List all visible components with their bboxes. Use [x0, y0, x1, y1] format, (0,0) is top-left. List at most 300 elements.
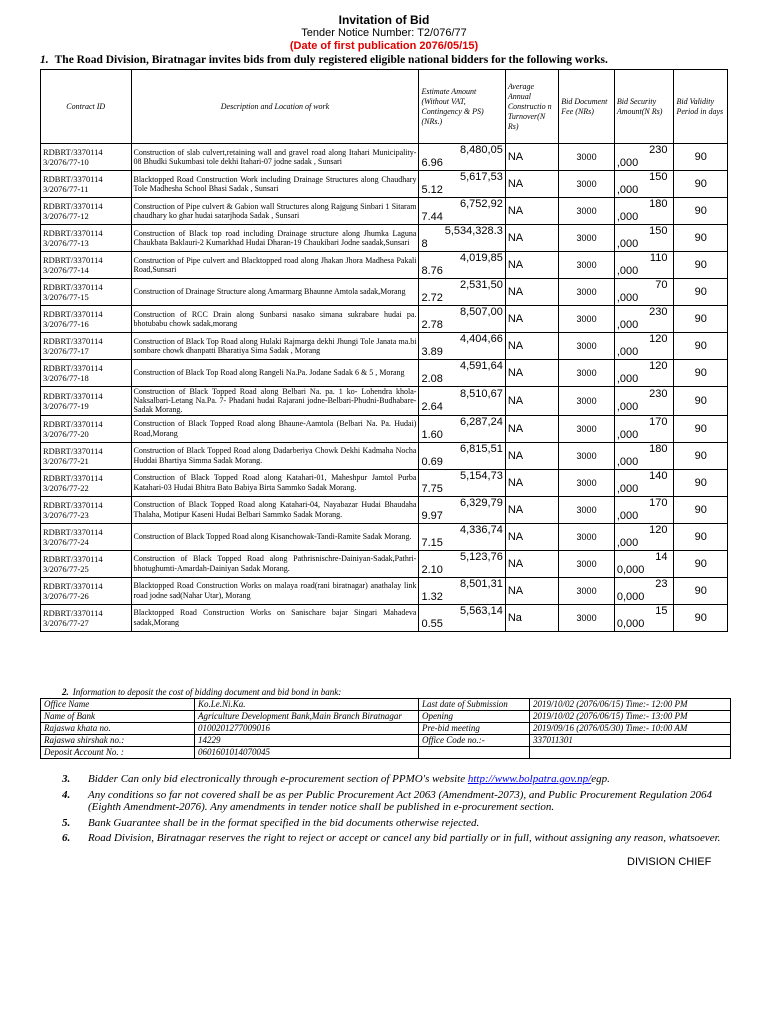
contract-id-line2: 3/2076/77-15: [43, 292, 89, 302]
bid-validity-cell: 90: [674, 496, 728, 523]
estimate-amount-line1: 5,123,76: [460, 550, 503, 563]
bid-security-cell: [614, 360, 674, 387]
bank-info-value: 0100201277009016: [195, 723, 419, 735]
description-cell: Construction of RCC Drain along Sunbarsi nasako simana sukrabare hudai pa. bhotubabu chowk sadak,morang: [131, 306, 419, 333]
description-cell: Blacktopped Road Construction Works on Sanischare bajar Singari Mahadeva sadak,Morang: [131, 604, 419, 631]
contract-id-line1: RDBRT/3370114: [43, 499, 103, 510]
table-row: [41, 387, 728, 416]
bid-security-line2: ,000: [616, 482, 639, 495]
table-row: [41, 360, 728, 387]
bank-info-row: [41, 747, 731, 759]
bid-security-line2: ,000: [616, 319, 639, 331]
bid-security-cell: [614, 550, 674, 577]
estimate-amount-line1: 6,752,92: [460, 198, 503, 210]
estimate-amount-line2: 1.32: [421, 590, 443, 603]
contract-id-line1: RDBRT/3370114: [43, 553, 103, 564]
bid-security-cell: [614, 333, 674, 360]
bid-security-line1: 180: [649, 198, 668, 210]
bid-validity-cell: 90: [674, 469, 728, 496]
intro-number: 1.: [40, 54, 49, 66]
signature-division-chief: DIVISION CHIEF: [627, 856, 712, 868]
estimate-amount-line1: 5,617,53: [460, 171, 503, 183]
description-cell: Construction of Black Topped Road along Bhaune-Aamtola (Belbari Na. Pa. Hudai) Road,Morang: [131, 415, 419, 442]
ppmo-website-link[interactable]: http://www.bolpatra.gov.np/: [467, 773, 592, 785]
description-cell: Construction of Black Topped Road along Katahari-01, Maheshpur Jamtol Purba Katahari-03 Hudai Bhitra Bato Babiya Birta Sammko Sadak Morang.: [131, 469, 419, 496]
turnover-cell: NA: [505, 360, 558, 387]
estimate-amount-cell: [419, 469, 505, 496]
schedule-value: 2019/10/02 (2076/06/15) Time:- 12:00 PM: [530, 699, 731, 711]
contract-id-cell: [41, 198, 132, 225]
table-row: [41, 171, 728, 198]
description-cell: Construction of Black Topped Road along Belbari Na. pa. 1 ko- Lohendra khola-Naksalbari-Letang Na.Pa. 7- Phadani hudai Rajarani jodne-Belbari-Phudni-Budhabare-Sadak Morang.: [131, 387, 419, 416]
schedule-label: Pre-bid meeting: [419, 723, 530, 735]
document-fee-cell: 3000: [559, 333, 615, 360]
estimate-amount-line1: 5,154,73: [460, 469, 503, 482]
turnover-cell: NA: [505, 523, 558, 550]
estimate-amount-line1: 4,404,66: [460, 333, 503, 345]
contract-id-cell: [41, 523, 132, 550]
table-row: [41, 469, 728, 496]
bid-validity-cell: 90: [674, 577, 728, 604]
bank-info-body: [41, 699, 731, 759]
contract-id-cell: [41, 279, 132, 306]
estimate-amount-line2: 7.44: [421, 211, 443, 223]
publication-date: (Date of first publication 2076/05/15): [289, 40, 479, 52]
contract-id-line2: 3/2076/77-18: [43, 373, 89, 383]
works-table: [40, 69, 728, 632]
note-number: 6.: [62, 832, 71, 844]
contract-id-cell: [41, 171, 132, 198]
bid-security-line2: ,000: [616, 346, 639, 358]
note-item: [40, 832, 740, 845]
estimate-amount-cell: [419, 225, 505, 252]
tender-notice-number: Tender Notice Number: T2/076/77: [301, 27, 467, 39]
estimate-amount-cell: [419, 415, 505, 442]
header-estimate: Estimate Amount (Without VAT, Contingency & PS) (NRs.): [419, 70, 505, 144]
schedule-value: 2019/09/16 (2076/05/30) Time:- 10:00 AM: [530, 723, 731, 735]
estimate-amount-cell: [419, 279, 505, 306]
estimate-amount-line1: 5,563,14: [460, 604, 503, 617]
table-row: [41, 523, 728, 550]
deposit-info-note: [62, 687, 341, 697]
turnover-cell: NA: [505, 333, 558, 360]
estimate-amount-cell: [419, 604, 505, 631]
contract-id-line1: RDBRT/3370114: [43, 390, 103, 401]
document-fee-cell: 3000: [559, 387, 615, 416]
contract-id-line1: RDBRT/3370114: [43, 472, 103, 483]
bid-validity-cell: 90: [674, 415, 728, 442]
contract-id-line1: RDBRT/3370114: [43, 445, 103, 456]
contract-id-cell: [41, 550, 132, 577]
bank-info-value: 14229: [195, 735, 419, 747]
bid-validity-cell: 90: [674, 198, 728, 225]
contract-id-line2: 3/2076/77-10: [43, 157, 89, 167]
table-row: [41, 442, 728, 469]
bid-security-cell: [614, 496, 674, 523]
bid-security-line2: 0,000: [616, 590, 645, 603]
estimate-amount-cell: [419, 387, 505, 416]
schedule-value: 2019/10/02 (2076/06/15) Time:- 13:00 PM: [530, 711, 731, 723]
contract-id-cell: [41, 306, 132, 333]
schedule-label: Office Code no.:-: [419, 735, 530, 747]
bid-security-cell: [614, 469, 674, 496]
estimate-amount-cell: [419, 523, 505, 550]
document-fee-cell: 3000: [559, 550, 615, 577]
table-row: [41, 577, 728, 604]
bid-security-line2: ,000: [616, 509, 639, 522]
estimate-amount-line2: 2.78: [421, 319, 443, 331]
header-description: Description and Location of work: [131, 70, 419, 144]
document-fee-cell: 3000: [559, 198, 615, 225]
schedule-label: Last date of Submission: [419, 699, 530, 711]
note-text: Bidder Can only bid electronically through e-procurement section of PPMO's website: [88, 773, 468, 785]
estimate-amount-line1: 8,507,00: [460, 306, 503, 318]
bid-security-line1: 15: [655, 604, 668, 617]
contract-id-line1: RDBRT/3370114: [43, 418, 103, 429]
bid-security-line1: 230: [649, 306, 668, 318]
estimate-amount-line2: 2.72: [421, 292, 443, 304]
bid-security-line2: 0,000: [616, 617, 645, 630]
description-cell: Construction of Black Topped Road along Dadarberiya Chowk Dekhi Kadmaha Nocha Huddai Bhartiya Simma Sadak Morang.: [131, 442, 419, 469]
bid-security-line1: 120: [649, 333, 668, 345]
contract-id-cell: [41, 415, 132, 442]
contract-id-line2: 3/2076/77-12: [43, 211, 89, 221]
contract-id-cell: [41, 469, 132, 496]
turnover-cell: NA: [505, 577, 558, 604]
contract-id-line1: RDBRT/3370114: [43, 309, 103, 319]
estimate-amount-line1: 8,501,31: [460, 577, 503, 590]
estimate-amount-cell: [419, 306, 505, 333]
description-cell: Construction of Drainage Structure along Amarmarg Bhaunne Amtola sadak,Morang: [131, 279, 419, 306]
bid-security-line1: 170: [649, 415, 668, 428]
deposit-note-number: 2.: [62, 687, 69, 697]
contract-id-line2: 3/2076/77-20: [43, 428, 89, 439]
bid-security-line2: ,000: [616, 184, 639, 196]
estimate-amount-line2: 2.10: [421, 563, 443, 576]
schedule-label: Opening: [419, 711, 530, 723]
document-fee-cell: 3000: [559, 279, 615, 306]
bank-info-label: Deposit Account No. :: [41, 747, 195, 759]
estimate-amount-cell: [419, 252, 505, 279]
bid-security-line1: 23: [655, 577, 668, 590]
bid-security-cell: [614, 523, 674, 550]
bank-info-label: Name of Bank: [41, 711, 195, 723]
contract-id-line2: 3/2076/77-27: [43, 617, 89, 628]
estimate-amount-line1: 6,329,79: [460, 496, 503, 509]
note-text: Bank Guarantee shall be in the format specified in the bid documents otherwise rejected.: [88, 816, 480, 829]
bid-security-line1: 140: [649, 469, 668, 482]
bid-security-line1: 150: [649, 171, 668, 183]
estimate-amount-line1: 5,534,328.3: [444, 225, 503, 237]
bid-validity-cell: 90: [674, 252, 728, 279]
bid-security-cell: [614, 387, 674, 416]
estimate-amount-line2: 6.96: [421, 157, 443, 169]
intro-paragraph: [40, 54, 760, 66]
table-row: [41, 333, 728, 360]
note-number: 4.: [62, 788, 71, 801]
bid-security-line1: 120: [649, 360, 668, 372]
contract-id-cell: [41, 144, 132, 171]
contract-id-cell: [41, 496, 132, 523]
bank-info-value: Ko.Le.Ni.Ka.: [195, 699, 419, 711]
table-row: [41, 550, 728, 577]
contract-id-line2: 3/2076/77-14: [43, 265, 89, 275]
works-table-body: [41, 144, 728, 632]
estimate-amount-line2: 2.08: [421, 373, 443, 385]
contract-id-cell: [41, 442, 132, 469]
turnover-cell: NA: [505, 496, 558, 523]
estimate-amount-line1: 4,336,74: [460, 523, 503, 536]
estimate-amount-cell: [419, 144, 505, 171]
estimate-amount-cell: [419, 577, 505, 604]
table-row: [41, 415, 728, 442]
estimate-amount-line2: 8.76: [421, 265, 443, 277]
bid-validity-cell: 90: [674, 171, 728, 198]
description-cell: Construction of Black Topped Road along Kisanchowak-Tandi-Ramite Sadak Morang.: [131, 523, 419, 550]
header-security: Bid Security Amount(N Rs): [614, 70, 674, 144]
estimate-amount-line1: 6,815,51: [460, 442, 503, 455]
table-row: [41, 198, 728, 225]
estimate-amount-line1: 4,591,64: [460, 360, 503, 372]
description-cell: Construction of Black Topped Road along Pathrisnischre-Dainiyan-Sadak,Pathri-bhotughumti-Amardah-Dainiyan Sadak Morang.: [131, 550, 419, 577]
bid-security-cell: [614, 306, 674, 333]
bid-security-line1: 230: [649, 144, 668, 156]
bid-security-line1: 14: [655, 550, 668, 563]
bank-info-label: Rajaswa shirshak no.:: [41, 735, 195, 747]
bid-security-line2: ,000: [616, 211, 639, 223]
contract-id-cell: [41, 333, 132, 360]
estimate-amount-cell: [419, 333, 505, 360]
bank-info-row: [41, 723, 731, 735]
bid-security-line1: 150: [649, 225, 668, 237]
bank-info-row: [41, 699, 731, 711]
turnover-cell: NA: [505, 144, 558, 171]
bid-security-cell: [614, 198, 674, 225]
bank-info-label: Office Name: [41, 699, 195, 711]
bid-security-cell: [614, 415, 674, 442]
bid-security-line2: ,000: [616, 265, 639, 277]
estimate-amount-line2: 7.15: [421, 536, 443, 549]
note-number: 3.: [62, 773, 71, 785]
estimate-amount-line2: 7.75: [421, 482, 443, 495]
note-number: 5.: [62, 816, 71, 829]
document-fee-cell: 3000: [559, 415, 615, 442]
bid-security-line2: ,000: [616, 157, 639, 169]
estimate-amount-line2: 5.12: [421, 184, 443, 196]
estimate-amount-line2: 0.69: [421, 455, 443, 468]
turnover-cell: NA: [505, 279, 558, 306]
header-contract-id: Contract ID: [41, 70, 132, 144]
contract-id-line2: 3/2076/77-13: [43, 238, 89, 248]
turnover-cell: NA: [505, 550, 558, 577]
page-title: Invitation of Bid: [338, 13, 430, 27]
header-validity: Bid Validity Period in days: [674, 70, 728, 144]
contract-id-cell: [41, 252, 132, 279]
document-fee-cell: 3000: [559, 577, 615, 604]
bid-validity-cell: 90: [674, 306, 728, 333]
contract-id-line2: 3/2076/77-23: [43, 509, 89, 520]
estimate-amount-line2: 1.60: [421, 428, 443, 441]
bid-security-line2: ,000: [616, 292, 639, 304]
bid-validity-cell: 90: [674, 442, 728, 469]
schedule-value: [530, 747, 731, 759]
turnover-cell: NA: [505, 469, 558, 496]
intro-text: The Road Division, Biratnagar invites bids from duly registered eligible national bidders for the following works.: [54, 54, 608, 66]
contract-id-line1: RDBRT/3370114: [43, 255, 103, 265]
note-item: [40, 789, 740, 814]
schedule-value: 337011301: [530, 735, 731, 747]
bank-info-label: Rajaswa khata no.: [41, 723, 195, 735]
bank-info-row: [41, 735, 731, 747]
description-cell: Blacktopped Road Construction Works on malaya road(rani biratnagar) anathalay link road jodne sad(Nahar Utar), Morang: [131, 577, 419, 604]
estimate-amount-cell: [419, 496, 505, 523]
document-fee-cell: 3000: [559, 496, 615, 523]
estimate-amount-line2: 0.55: [421, 617, 443, 630]
estimate-amount-cell: [419, 171, 505, 198]
document-fee-cell: 3000: [559, 604, 615, 631]
estimate-amount-line1: 8,510,67: [460, 387, 503, 400]
header-turnover: Average Annual Constructio n Turnover(N Rs): [505, 70, 558, 144]
table-row: [41, 144, 728, 171]
description-cell: Blacktopped Road Construction Work including Drainage Structures along Chaudhary Tole Madhesha School Bhasi Sadak , Sunsari: [131, 171, 419, 198]
bid-security-line2: ,000: [616, 400, 639, 413]
contract-id-line1: RDBRT/3370114: [43, 336, 103, 346]
bid-security-cell: [614, 577, 674, 604]
bid-security-line2: 0,000: [616, 563, 645, 576]
bid-security-line2: ,000: [616, 536, 639, 549]
contract-id-line1: RDBRT/3370114: [43, 580, 103, 591]
bank-info-value: 0601601014070045: [195, 747, 419, 759]
contract-id-line2: 3/2076/77-22: [43, 482, 89, 493]
header-fee: Bid Document Fee (NRs): [559, 70, 615, 144]
description-cell: Construction of Black top road including Drainage structure along Jhumka Laguna Chaukbata Baklauri-2 Kumarkhad Hudai Dharan-19 Chaukibari Jodne saadak,Sunsari: [131, 225, 419, 252]
contract-id-line1: RDBRT/3370114: [43, 201, 103, 211]
turnover-cell: NA: [505, 442, 558, 469]
table-row: [41, 604, 728, 631]
bid-validity-cell: 90: [674, 144, 728, 171]
description-cell: Construction of Black Top Road along Hulaki Rajmarga dekhi Jhungi Tole Janata ma.bi sombare chowk dhanpatti Bharatiya Sima Sadak , Morang: [131, 333, 419, 360]
estimate-amount-line2: 8: [421, 238, 428, 250]
estimate-amount-line1: 4,019,85: [460, 252, 503, 264]
table-row: [41, 225, 728, 252]
estimate-amount-line2: 3.89: [421, 346, 443, 358]
document-fee-cell: 3000: [559, 360, 615, 387]
estimate-amount-cell: [419, 360, 505, 387]
bid-security-cell: [614, 225, 674, 252]
bid-security-line1: 180: [649, 442, 668, 455]
estimate-amount-line2: 2.64: [421, 400, 443, 413]
contract-id-line1: RDBRT/3370114: [43, 147, 103, 157]
contract-id-line1: RDBRT/3370114: [43, 282, 103, 292]
contract-id-cell: [41, 577, 132, 604]
document-fee-cell: 3000: [559, 469, 615, 496]
estimate-amount-line2: 9.97: [421, 509, 443, 522]
bid-validity-cell: 90: [674, 523, 728, 550]
contract-id-line1: RDBRT/3370114: [43, 363, 103, 373]
bank-info-table: [40, 698, 731, 759]
bid-security-line1: 120: [649, 523, 668, 536]
bid-validity-cell: 90: [674, 550, 728, 577]
bid-validity-cell: 90: [674, 604, 728, 631]
note-item: [40, 773, 740, 786]
description-cell: Construction of slab culvert,retaining wall and gravel road along Itahari Municipality-08 Bhudki Sukumbasi tole dekhi Itahari-07 jodne sadak , Sunsari: [131, 144, 419, 171]
contract-id-cell: [41, 225, 132, 252]
contract-id-line2: 3/2076/77-26: [43, 590, 89, 601]
turnover-cell: NA: [505, 387, 558, 416]
estimate-amount-line1: 2,531,50: [460, 279, 503, 291]
document-fee-cell: 3000: [559, 171, 615, 198]
contract-id-line2: 3/2076/77-17: [43, 346, 89, 356]
turnover-cell: NA: [505, 415, 558, 442]
description-cell: Construction of Pipe culvert & Gabion wall Structures along Rajgung Sinbari 1 Sitaram chaudhary ko ghar hudai satarjhoda Sadak , Sunsari: [131, 198, 419, 225]
bid-security-line1: 170: [649, 496, 668, 509]
document-fee-cell: 3000: [559, 523, 615, 550]
note-text: Any conditions so far not covered shall be as per Public Procurement Act 2063 (Amendment-2073), and Public Procurement Regulation 2064 (Eighth Amendment-2076). Any amendments in tender notice shall be published in e-procurement section.: [88, 788, 713, 813]
document-fee-cell: 3000: [559, 306, 615, 333]
bid-validity-cell: 90: [674, 360, 728, 387]
deposit-note-text: Information to deposit the cost of bidding document and bid bond in bank:: [72, 687, 342, 697]
bank-info-row: [41, 711, 731, 723]
table-row: [41, 252, 728, 279]
table-header-row: [41, 70, 728, 144]
description-cell: Construction of Black Top Road along Rangeli Na.Pa. Jodane Sadak 6 & 5 , Morang: [131, 360, 419, 387]
contract-id-line1: RDBRT/3370114: [43, 174, 103, 184]
estimate-amount-cell: [419, 198, 505, 225]
note-item: [40, 817, 740, 830]
contract-id-cell: [41, 387, 132, 416]
document-fee-cell: 3000: [559, 442, 615, 469]
bid-security-line2: ,000: [616, 238, 639, 250]
contract-id-line2: 3/2076/77-16: [43, 319, 89, 329]
estimate-amount-line1: 6,287,24: [460, 415, 503, 428]
bid-security-line2: ,000: [616, 373, 639, 385]
turnover-cell: NA: [505, 306, 558, 333]
turnover-cell: NA: [505, 171, 558, 198]
document-fee-cell: 3000: [559, 252, 615, 279]
bid-security-line1: 230: [649, 387, 668, 400]
bid-security-line1: 110: [649, 252, 668, 264]
bid-validity-cell: 90: [674, 333, 728, 360]
description-cell: Construction of Pipe culvert and Blacktopped road along Jhakan Jhora Madhesa Pakali Road,Sunsari: [131, 252, 419, 279]
estimate-amount-line1: 8,480,05: [460, 144, 503, 156]
bid-validity-cell: 90: [674, 387, 728, 416]
contract-id-line2: 3/2076/77-19: [43, 400, 89, 411]
notes-list: [40, 773, 740, 848]
contract-id-line2: 3/2076/77-24: [43, 536, 89, 547]
description-cell: Construction of Black Topped Road along Katahari-04, Nayabazar Hudai Bhaudaha Thalaha, Motipur Kaseni Hudai Belbari Sammko Sadak Morang.: [131, 496, 419, 523]
document-fee-cell: 3000: [559, 225, 615, 252]
table-row: [41, 496, 728, 523]
turnover-cell: NA: [505, 252, 558, 279]
turnover-cell: Na: [505, 604, 558, 631]
contract-id-line2: 3/2076/77-25: [43, 563, 89, 574]
bid-validity-cell: 90: [674, 279, 728, 306]
bid-validity-cell: 90: [674, 225, 728, 252]
turnover-cell: NA: [505, 198, 558, 225]
estimate-amount-cell: [419, 442, 505, 469]
bid-security-cell: [614, 144, 674, 171]
contract-id-cell: [41, 604, 132, 631]
contract-id-line1: RDBRT/3370114: [43, 607, 103, 618]
bid-security-cell: [614, 252, 674, 279]
turnover-cell: NA: [505, 225, 558, 252]
bid-security-line1: 70: [655, 279, 668, 291]
bid-security-cell: [614, 442, 674, 469]
contract-id-line2: 3/2076/77-21: [43, 455, 89, 466]
schedule-label: [419, 747, 530, 759]
bid-security-cell: [614, 604, 674, 631]
bid-security-line2: ,000: [616, 428, 639, 441]
